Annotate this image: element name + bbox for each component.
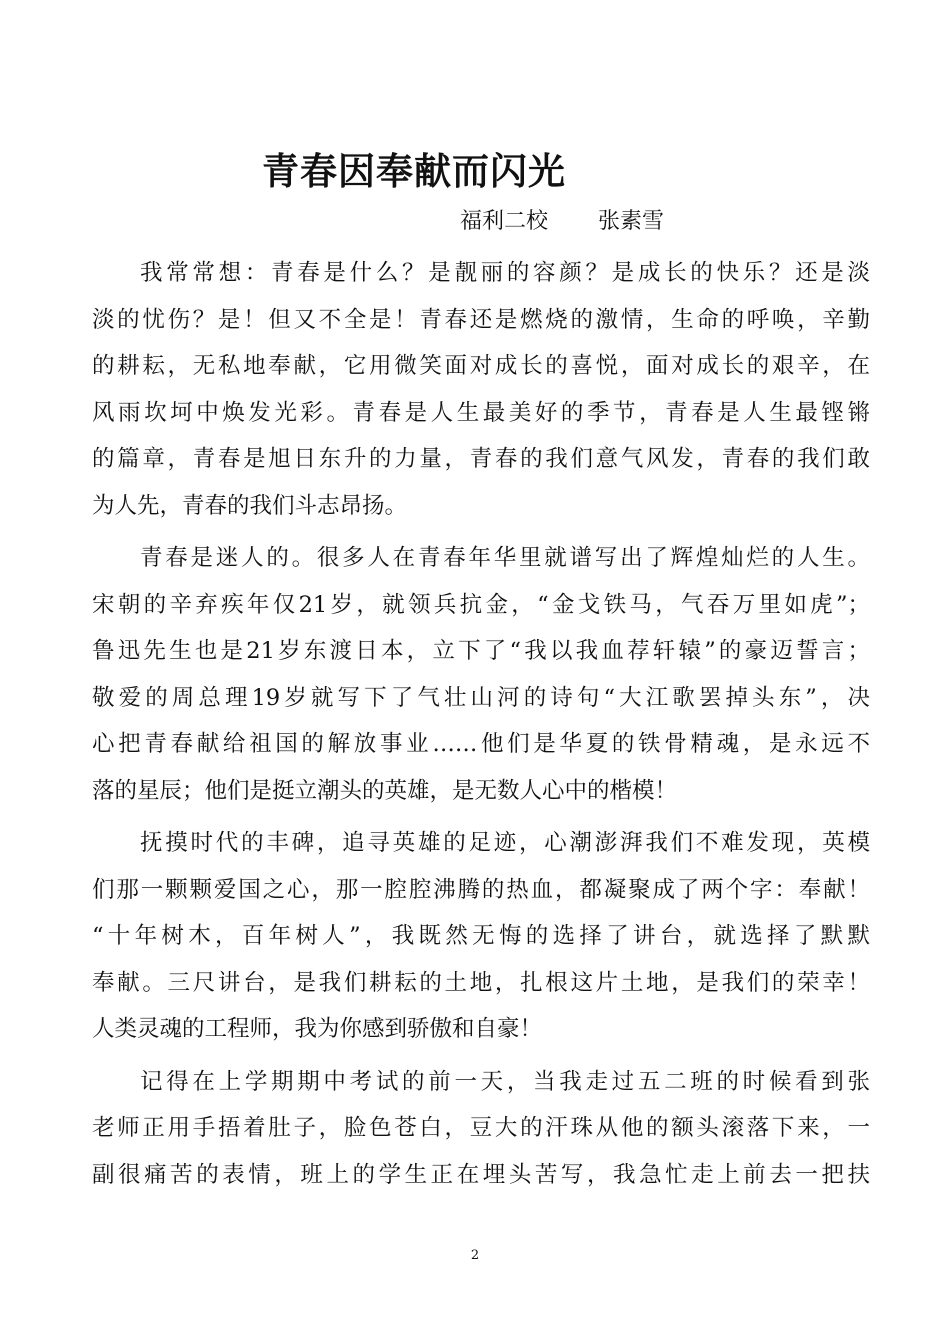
text-line: 淡的忧伤？是！但又不全是！青春还是燃烧的激情，生命的呼唤，辛勤 — [92, 306, 870, 333]
document-title: 青春因奉献而闪光 — [262, 150, 566, 193]
body-text — [92, 250, 870, 1198]
text-line: 老师正用手捂着肚子，脸色苍白，豆大的汗珠从他的额头滚落下来，一 — [92, 1115, 870, 1141]
text-line: 的耕耘，无私地奉献，它用微笑面对成长的喜悦，面对成长的艰辛，在 — [92, 353, 870, 379]
paragraph — [92, 820, 870, 1053]
text-line: 们那一颗颗爱国之心，那一腔腔沸腾的热血，都凝聚成了两个字：奉献！ — [92, 876, 870, 903]
paragraph — [92, 250, 870, 529]
text-line: 落的星辰；他们是挺立潮头的英雄，是无数人心中的楷模！ — [92, 777, 678, 804]
page-number: 2 — [470, 1248, 480, 1263]
text-line: 风雨坎坷中焕发光彩。青春是人生最美好的季节，青春是人生最铿锵 — [92, 399, 870, 426]
text-line: 心把青春献给祖国的解放事业……他们是华夏的铁骨精魂，是永远不 — [92, 731, 870, 757]
author-name: 张素雪 — [598, 209, 665, 234]
text-line: 宋朝的辛弃疾年仅21岁，就领兵抗金，“金戈铁马，气吞万里如虎”； — [92, 591, 870, 618]
text-line: “十年树木，百年树人”，我既然无悔的选择了讲台，就选择了默默 — [92, 923, 870, 949]
byline — [460, 202, 664, 242]
text-line: 副很痛苦的表情，班上的学生正在埋头苦写，我急忙走上前去一把扶 — [92, 1161, 870, 1188]
paragraph — [92, 535, 870, 814]
text-line: 青春是迷人的。很多人在青春年华里就谱写出了辉煌灿烂的人生。 — [140, 545, 870, 571]
paragraph — [92, 1059, 870, 1199]
text-line: 我常常想：青春是什么？是靓丽的容颜？是成长的快乐？还是淡 — [140, 260, 870, 286]
text-line: 鲁迅先生也是21岁东渡日本，立下了“我以我血荐轩辕”的豪迈誓言； — [92, 638, 870, 664]
text-line: 的篇章，青春是旭日东升的力量，青春的我们意气风发，青春的我们敢 — [92, 446, 870, 472]
text-line: 为人先，青春的我们斗志昂扬。 — [92, 492, 408, 519]
school-name: 福利二校 — [460, 209, 549, 234]
text-line: 人类灵魂的工程师，我为你感到骄傲和自豪！ — [92, 1016, 543, 1042]
text-line: 奉献。三尺讲台，是我们耕耘的土地，扎根这片土地，是我们的荣幸！ — [92, 969, 870, 996]
text-line: 记得在上学期期中考试的前一天，当我走过五二班的时候看到张 — [140, 1068, 870, 1095]
text-line: 敬爱的周总理19岁就写下了气壮山河的诗句“大江歌罢掉头东”，决 — [92, 684, 870, 711]
text-line: 抚摸时代的丰碑，追寻英雄的足迹，心潮澎湃我们不难发现，英模 — [140, 830, 870, 856]
